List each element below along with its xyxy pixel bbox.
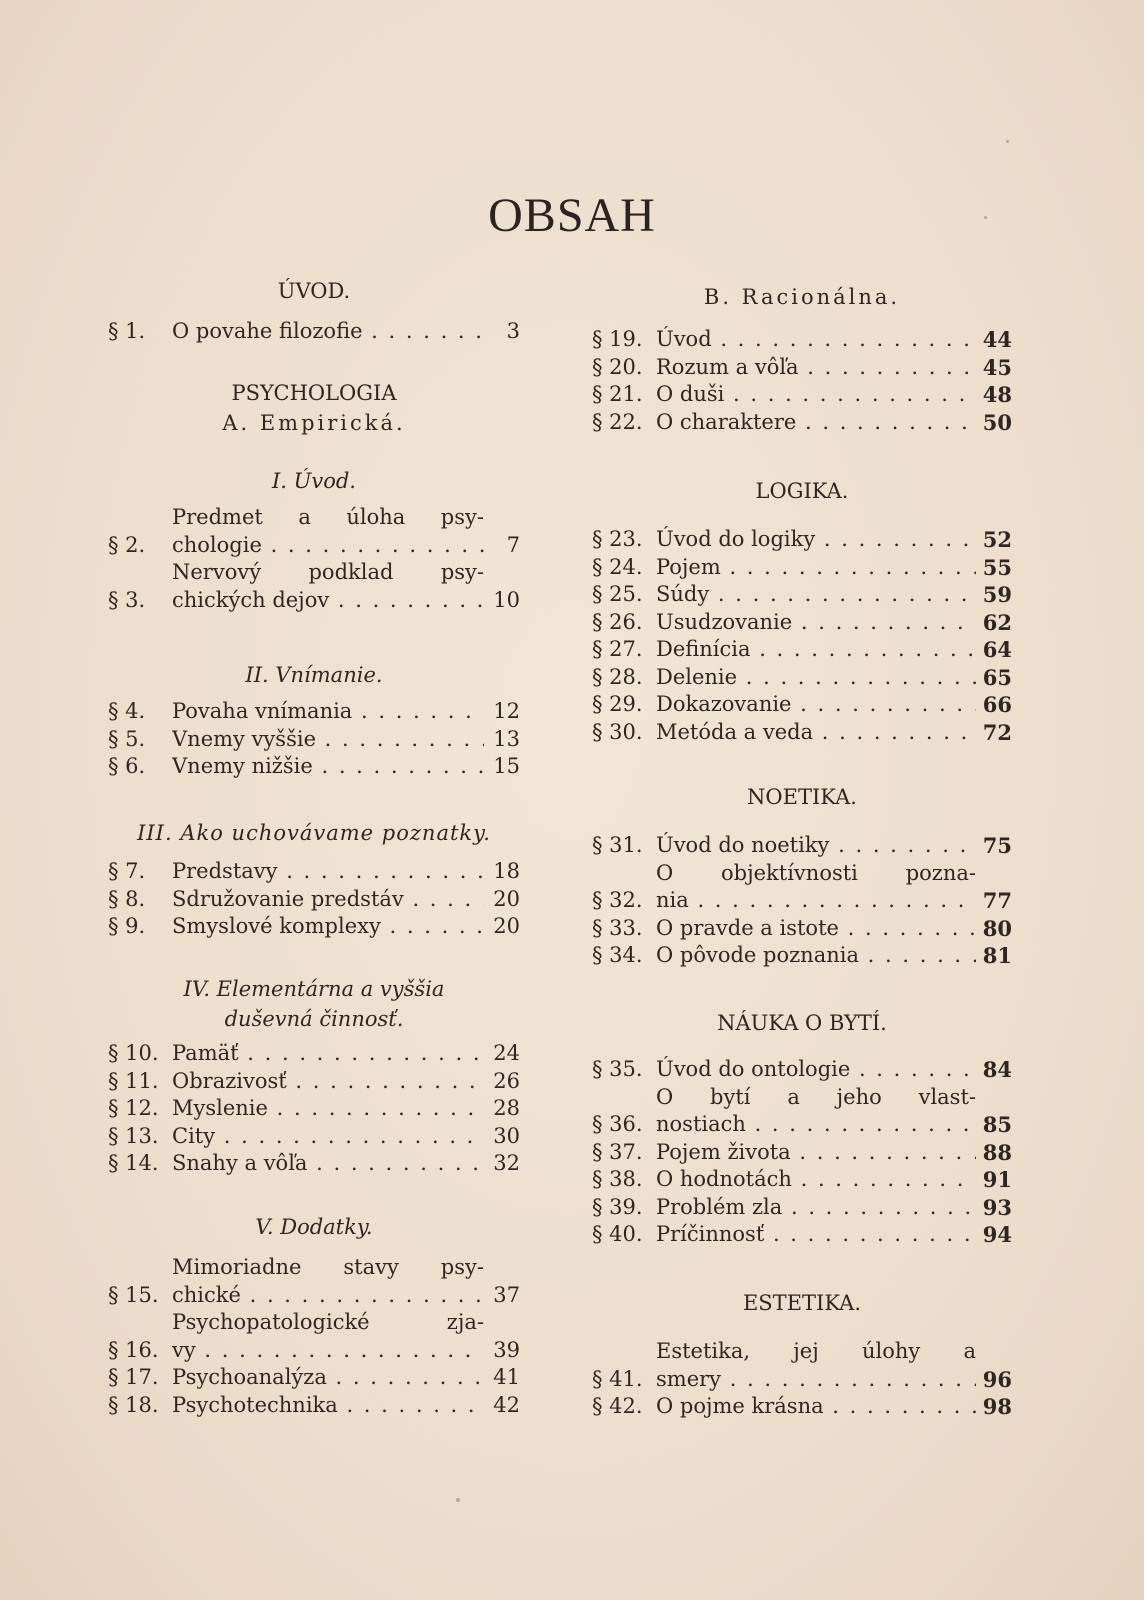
toc-entry bbox=[108, 559, 520, 614]
page-number: 42 bbox=[493, 1392, 520, 1417]
section-number: § 40. bbox=[592, 1222, 643, 1246]
paper-speck bbox=[984, 216, 987, 219]
toc-entry bbox=[108, 1254, 520, 1309]
section-number: § 5. bbox=[108, 726, 146, 751]
toc-entry bbox=[592, 1166, 1012, 1194]
toc-entry bbox=[592, 1084, 1012, 1139]
paper-speck bbox=[1006, 140, 1009, 143]
entry-title-line2: nia . . . bbox=[656, 888, 976, 912]
page-number: 37 bbox=[493, 1282, 520, 1307]
section-number: § 4. bbox=[108, 699, 146, 723]
entry-title: O pravde a istote . . . bbox=[656, 916, 976, 940]
page-title: OBSAH bbox=[488, 189, 656, 242]
page-number: 20 bbox=[493, 914, 520, 938]
toc-entry bbox=[592, 636, 1012, 664]
toc-entry bbox=[592, 409, 1012, 437]
section-number: § 20. bbox=[592, 354, 643, 379]
entry-title: Úvod do noetiky . . . bbox=[656, 833, 976, 857]
entry-title: Sdružovanie predstáv . . . bbox=[172, 887, 484, 911]
page-number: 65 bbox=[982, 664, 1012, 690]
entry-title: Povaha vnímania . . . bbox=[172, 699, 484, 723]
section-number: § 42. bbox=[592, 1394, 643, 1418]
entry-title: Myslenie . . . bbox=[172, 1096, 484, 1120]
toc-entry bbox=[108, 726, 520, 754]
toc-entry bbox=[108, 1364, 520, 1392]
page-number: 88 bbox=[982, 1139, 1012, 1165]
page-number: 94 bbox=[982, 1222, 1012, 1247]
toc-entry bbox=[108, 858, 520, 886]
entry-title: Predstavy . . . bbox=[172, 859, 484, 883]
section-number: § 16. bbox=[108, 1337, 159, 1362]
entry-title-line2: smery . . . bbox=[656, 1367, 976, 1391]
entry-title-line1: Estetika, jej úlohy a bbox=[656, 1339, 976, 1363]
paper-speck bbox=[456, 1498, 460, 1502]
page-number: 59 bbox=[982, 582, 1012, 607]
toc-entry bbox=[592, 326, 1012, 354]
toc-entry bbox=[592, 915, 1012, 943]
toc-entry bbox=[108, 1123, 520, 1151]
page-number: 96 bbox=[982, 1366, 1012, 1392]
section-number: § 32. bbox=[592, 888, 643, 912]
page-number: 93 bbox=[982, 1194, 1012, 1220]
page-number: 85 bbox=[982, 1112, 1012, 1137]
entry-title: Usudzovanie . . . bbox=[656, 610, 976, 634]
entry-title: Úvod do logiky . . . bbox=[656, 527, 976, 551]
entry-title: Úvod . . . bbox=[656, 327, 976, 351]
page-number: 64 bbox=[982, 637, 1012, 662]
page-number: 15 bbox=[493, 754, 520, 778]
toc-entry bbox=[592, 526, 1012, 554]
page-number: 20 bbox=[493, 886, 520, 911]
entry-title: Vnemy vyššie . . . bbox=[172, 727, 484, 751]
toc-entry bbox=[108, 504, 520, 559]
section-number: § 30. bbox=[592, 719, 643, 744]
section-number: § 13. bbox=[108, 1123, 159, 1148]
heading-iv-line1: IV. Elementárna a vyššia bbox=[183, 977, 445, 1001]
toc-entry bbox=[592, 860, 1012, 915]
heading-nauka-o-byti: NÁUKA O BYTÍ. bbox=[717, 1011, 887, 1035]
entry-title: Dokazovanie . . . bbox=[656, 692, 976, 716]
page-number: 72 bbox=[982, 719, 1012, 745]
toc-entry bbox=[592, 1221, 1012, 1249]
section-number: § 28. bbox=[592, 664, 643, 689]
toc-entry bbox=[108, 913, 520, 941]
section-number: § 34. bbox=[592, 943, 643, 967]
section-number: § 23. bbox=[592, 527, 643, 551]
toc-entry bbox=[108, 1095, 520, 1123]
entry-title: Súdy . . . bbox=[656, 582, 976, 606]
toc-entry bbox=[592, 719, 1012, 747]
entry-title-line1: Psychopatologické zja- bbox=[172, 1310, 484, 1334]
entry-title: Úvod do ontologie . . . bbox=[656, 1057, 976, 1081]
section-number: § 3. bbox=[108, 587, 146, 612]
toc-entry bbox=[108, 1068, 520, 1096]
heading-iv-line2: duševná činnosť. bbox=[224, 1007, 404, 1031]
page-number: 41 bbox=[493, 1365, 520, 1389]
page-number: 91 bbox=[982, 1167, 1012, 1192]
entry-title: City . . . bbox=[172, 1124, 484, 1148]
toc-entry bbox=[592, 381, 1012, 409]
page-number: 66 bbox=[982, 692, 1012, 717]
section-number: § 21. bbox=[592, 382, 643, 406]
entry-title: Definícia . . . bbox=[656, 637, 976, 661]
page-number: 55 bbox=[982, 554, 1012, 580]
entry-title: Pojem života . . . bbox=[656, 1140, 976, 1164]
section-number: § 36. bbox=[592, 1112, 643, 1136]
page-number: 81 bbox=[982, 943, 1012, 968]
section-uvod bbox=[108, 276, 520, 306]
entry-title: Príčinnosť . . . bbox=[656, 1222, 976, 1246]
heading-estetika: ESTETIKA. bbox=[742, 1291, 862, 1315]
entry-title: Delenie . . . bbox=[656, 665, 976, 689]
heading-psychologia: PSYCHOLOGIA bbox=[231, 381, 397, 405]
page-number: 7 bbox=[506, 532, 520, 557]
toc-entry bbox=[592, 1338, 1012, 1393]
heading-ii-vnimanie: II. Vnímanie. bbox=[245, 663, 383, 687]
toc-entry bbox=[592, 554, 1012, 582]
entry-title: Psychotechnika . . . bbox=[172, 1393, 484, 1417]
section-number: § 29. bbox=[592, 692, 643, 716]
page-number: 44 bbox=[982, 327, 1012, 352]
entry-title-line2: chologie . . . bbox=[172, 533, 484, 557]
section-number: § 31. bbox=[592, 833, 643, 857]
toc-entry bbox=[592, 354, 1012, 382]
entry-title-line2: nostiach . . . bbox=[656, 1112, 976, 1136]
entry-title: Snahy a vôľa . . . bbox=[172, 1151, 484, 1175]
entry-title-line2: vy . . . bbox=[172, 1338, 484, 1362]
entry-title: O duši . . . bbox=[656, 382, 976, 406]
section-number: § 26. bbox=[592, 609, 643, 634]
toc-entry bbox=[592, 1194, 1012, 1222]
page-number: 12 bbox=[493, 699, 520, 723]
toc-entry bbox=[592, 942, 1012, 970]
section-number: § 38. bbox=[592, 1167, 643, 1191]
entry-title-line1: Nervový podklad psy- bbox=[172, 560, 484, 584]
section-number: § 15. bbox=[108, 1282, 159, 1307]
page-number: 98 bbox=[982, 1394, 1012, 1419]
page-number: 3 bbox=[506, 319, 520, 343]
section-number: § 24. bbox=[592, 554, 643, 579]
section-number: § 12. bbox=[108, 1096, 159, 1120]
entry-title-line1: O bytí a jeho vlast- bbox=[656, 1084, 976, 1109]
heading-uvod: ÚVOD. bbox=[277, 279, 351, 303]
entry-title: Pojem . . . bbox=[656, 555, 976, 579]
entry-title-line1: Mimoriadne stavy psy- bbox=[172, 1255, 484, 1279]
page-number: 28 bbox=[493, 1096, 520, 1120]
section-number: § 17. bbox=[108, 1365, 159, 1389]
entry-title: O pojme krásna . . . bbox=[656, 1394, 976, 1418]
toc-entry bbox=[592, 1056, 1012, 1084]
section-number: § 14. bbox=[108, 1151, 159, 1175]
toc-entry bbox=[592, 832, 1012, 860]
heading-racionalna: B. Racionálna. bbox=[703, 285, 901, 309]
entry-title: O charaktere . . . bbox=[656, 410, 976, 434]
toc-entry bbox=[108, 1309, 520, 1364]
entry-title: Problém zla . . . bbox=[656, 1195, 976, 1219]
entry-title: O povahe filozofie . . . bbox=[172, 319, 484, 343]
heading-i-uvod: I. Úvod. bbox=[272, 469, 356, 493]
page-number: 30 bbox=[493, 1123, 520, 1148]
entry-title-line2: chických dejov . . . bbox=[172, 588, 484, 612]
section-number: § 35. bbox=[592, 1057, 643, 1081]
section-number: § 39. bbox=[592, 1194, 643, 1219]
heading-empiricka: A. Empirická. bbox=[222, 411, 406, 435]
page-number: 10 bbox=[493, 587, 520, 612]
page-number: 39 bbox=[493, 1337, 520, 1362]
section-number: § 37. bbox=[592, 1139, 643, 1164]
toc-entry bbox=[592, 691, 1012, 719]
page-number: 48 bbox=[982, 382, 1012, 407]
toc-entry bbox=[592, 609, 1012, 637]
section-number: § 18. bbox=[108, 1392, 159, 1417]
section-number: § 41. bbox=[592, 1366, 643, 1391]
section-number: § 27. bbox=[592, 637, 643, 661]
page-number: 80 bbox=[982, 915, 1012, 941]
entry-title: Metóda a veda . . . bbox=[656, 720, 976, 744]
page-number: 26 bbox=[493, 1068, 520, 1093]
section-number: § 25. bbox=[592, 582, 643, 606]
toc-entry bbox=[592, 1139, 1012, 1167]
section-number: § 22. bbox=[592, 409, 643, 434]
heading-logika: LOGIKA. bbox=[755, 479, 849, 503]
entry-title: O hodnotách . . . bbox=[656, 1167, 976, 1191]
entry-title: Psychoanalýza . . . bbox=[172, 1365, 484, 1389]
section-number: § 11. bbox=[108, 1068, 159, 1093]
entry-title-line1: Predmet a úloha psy- bbox=[172, 505, 484, 529]
toc-entry bbox=[108, 1392, 520, 1420]
entry-title: O pôvode poznania . . . bbox=[656, 943, 976, 967]
section-number: § 10. bbox=[108, 1041, 159, 1065]
entry-title: Pamäť . . . bbox=[172, 1041, 484, 1065]
heading-noetika: NOETIKA. bbox=[747, 785, 857, 809]
page-number: 45 bbox=[982, 354, 1012, 380]
section-number: § 8. bbox=[108, 886, 146, 911]
page-number: 13 bbox=[493, 726, 520, 751]
entry-title-line2: chické . . . bbox=[172, 1283, 484, 1307]
heading-v-dodatky: V. Dodatky. bbox=[255, 1215, 373, 1239]
page-number: 62 bbox=[982, 609, 1012, 635]
toc-entry bbox=[592, 664, 1012, 692]
section-number: § 6. bbox=[108, 754, 146, 778]
page-number: 32 bbox=[493, 1151, 520, 1175]
page-number: 52 bbox=[982, 527, 1012, 552]
toc-entry bbox=[108, 753, 520, 781]
page-number: 75 bbox=[982, 833, 1012, 858]
toc-entry bbox=[592, 581, 1012, 609]
toc-entry bbox=[592, 1393, 1012, 1421]
section-number: § 7. bbox=[108, 859, 146, 883]
section-number: § 2. bbox=[108, 532, 146, 557]
entry-title: Rozum a vôľa . . . bbox=[656, 355, 976, 379]
entry-title: Vnemy nižšie . . . bbox=[172, 754, 484, 778]
toc-entry bbox=[108, 1150, 520, 1178]
page-number: 24 bbox=[493, 1041, 520, 1065]
entry-title-line1: O objektívnosti pozna- bbox=[656, 860, 976, 885]
page-number: 50 bbox=[982, 409, 1012, 435]
section-number: § 33. bbox=[592, 915, 643, 940]
page-number: 77 bbox=[982, 888, 1012, 913]
entry-title: Obrazivosť . . . bbox=[172, 1069, 484, 1093]
entry-title: Smyslové komplexy . . . bbox=[172, 914, 484, 938]
section-number: § 19. bbox=[592, 327, 643, 351]
toc-entry bbox=[108, 1040, 520, 1068]
heading-iii: III. Ako uchovávame poznatky. bbox=[137, 821, 491, 845]
toc-entry bbox=[108, 698, 520, 726]
section-number: § 9. bbox=[108, 914, 146, 938]
page-number: 18 bbox=[493, 859, 520, 883]
toc-entry bbox=[108, 318, 520, 346]
section-number: § 1. bbox=[108, 319, 146, 343]
toc-entry bbox=[108, 886, 520, 914]
page-number: 84 bbox=[982, 1057, 1012, 1082]
